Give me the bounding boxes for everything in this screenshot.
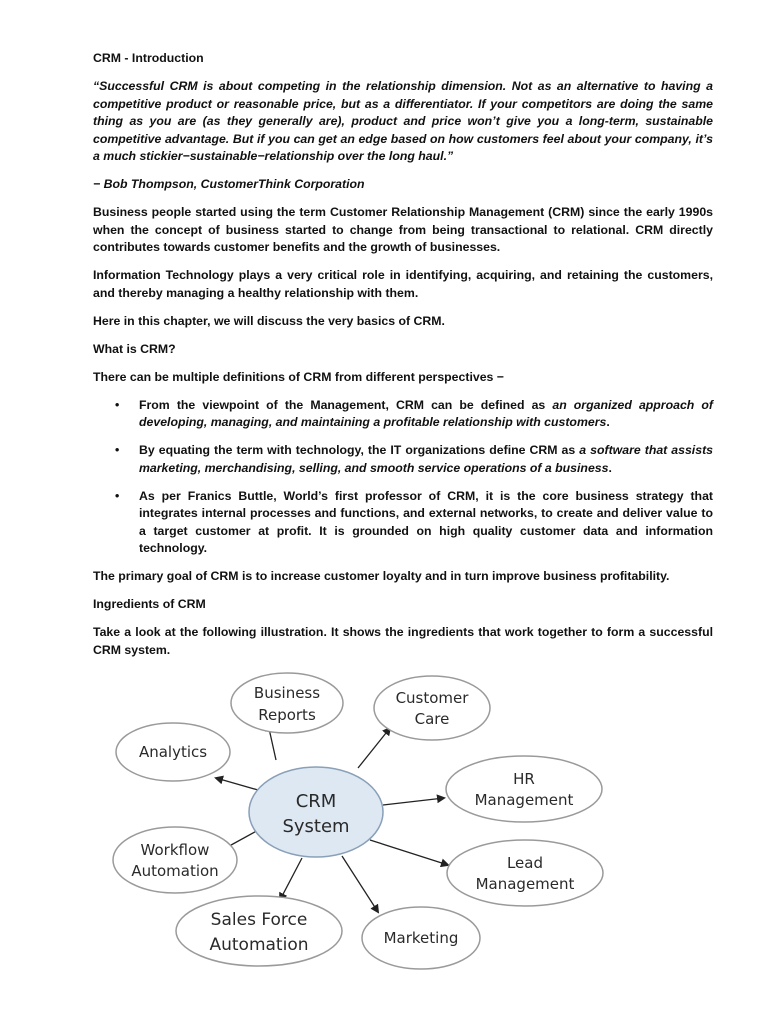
- quote: “Successful CRM is about competing in the relationship dimension. Not as an alternative to having a competitive product or reasonable price, but as a differentiator. If your competitors are doing the same thing as you are (as they generally are), product and price won’t give you a long-term, sustainable competitive advantage. But if you can get an edge based on how customers feel about your company, it’s a much stickier−sustainable−relationship over the long haul.”: [93, 79, 713, 163]
- hub-label: CRM: [295, 791, 337, 812]
- arrow-hr-management: [383, 798, 444, 805]
- arrow-customer-care: [358, 728, 390, 768]
- heading-ingredients: Ingredients of CRM: [93, 597, 206, 611]
- node-label: Workflow: [140, 841, 210, 859]
- arrow-marketing: [342, 856, 378, 912]
- paragraph-chapter-intro: Here in this chapter, we will discuss the very basics of CRM.: [93, 313, 445, 328]
- bullet-text: From the viewpoint of the Management, CRM can be defined as: [139, 397, 553, 412]
- quote-attribution: − Bob Thompson, CustomerThink Corporation: [93, 177, 365, 191]
- crm-ingredients-diagram: [100, 660, 620, 980]
- hub-crm-system: [249, 767, 383, 857]
- hub-label: System: [282, 816, 350, 837]
- node-lead-management: [447, 840, 603, 906]
- node-label: Automation: [209, 935, 309, 955]
- node-label: Automation: [131, 862, 219, 880]
- heading-what-is-crm: What is CRM?: [93, 341, 176, 356]
- node-business-reports: [231, 673, 343, 733]
- arrow-analytics: [216, 778, 258, 790]
- bullet-icon: •: [115, 488, 120, 503]
- node-marketing: [362, 907, 480, 969]
- bullet-emphasis: a software that assists marketing, merchandising, selling, and smooth service operations of a business: [139, 443, 714, 475]
- list-item: [93, 397, 713, 432]
- document-page: [93, 50, 713, 670]
- paragraph-it-role: Information Technology plays a very critical role in identifying, acquiring, and retaining the customers, and thereby managing a healthy relationship with them.: [93, 268, 713, 300]
- paragraph-primary-goal: The primary goal of CRM is to increase customer loyalty and in turn improve business profitability.: [93, 569, 670, 583]
- node-label: Management: [474, 791, 574, 809]
- bullet-tail: .: [606, 415, 610, 429]
- node-label: Management: [475, 875, 575, 893]
- node-label: Customer: [395, 689, 469, 707]
- node-label: Reports: [258, 706, 316, 724]
- bullet-icon: •: [115, 443, 120, 457]
- list-item: [93, 442, 713, 477]
- paragraph-history: Business people started using the term Customer Relationship Management (CRM) since the early 1990s when the concept of business started to change from being transactional to relational. CRM directly contributes towards customer benefits and the growth of businesses.: [93, 205, 713, 254]
- node-label: Business: [253, 684, 321, 702]
- bullet-emphasis: an organized approach of developing, managing, and maintaining a profitable relationship with customers: [139, 397, 713, 429]
- bullet-tail: .: [608, 460, 612, 475]
- node-analytics: [116, 723, 230, 781]
- diagram-svg: [100, 660, 620, 980]
- bullet-icon: •: [115, 397, 120, 412]
- node-label: Analytics: [138, 743, 208, 761]
- node-label: HR: [513, 770, 535, 788]
- paragraph-illustration-intro: Take a look at the following illustration. It shows the ingredients that work together to form a successful CRM system.: [93, 625, 713, 657]
- definitions-list: [93, 397, 713, 558]
- node-label: Care: [414, 710, 450, 728]
- node-customer-care: [374, 676, 490, 740]
- bullet-text: As per Franics Buttle, World’s first professor of CRM, it is the core business strategy that integrates internal processes and functions, and external networks, to create and deliver value to a target customer at profit. It is grounded on high quality customer data and information technology.: [139, 488, 713, 555]
- doc-title: CRM - Introduction: [93, 51, 204, 65]
- arrow-lead-management: [370, 840, 448, 865]
- node-workflow-automation: [113, 827, 237, 893]
- node-label: Lead: [506, 854, 544, 872]
- list-item: [93, 488, 713, 558]
- node-hr-management: [446, 756, 602, 822]
- node-label: Marketing: [383, 929, 459, 947]
- node-sales-force-automation: [176, 896, 342, 966]
- paragraph-definitions-intro: There can be multiple definitions of CRM from different perspectives −: [93, 369, 504, 384]
- bullet-text: By equating the term with technology, the IT organizations define CRM as: [139, 443, 580, 457]
- arrow-sales-force-automation: [280, 858, 302, 900]
- node-label: Sales Force: [210, 910, 308, 930]
